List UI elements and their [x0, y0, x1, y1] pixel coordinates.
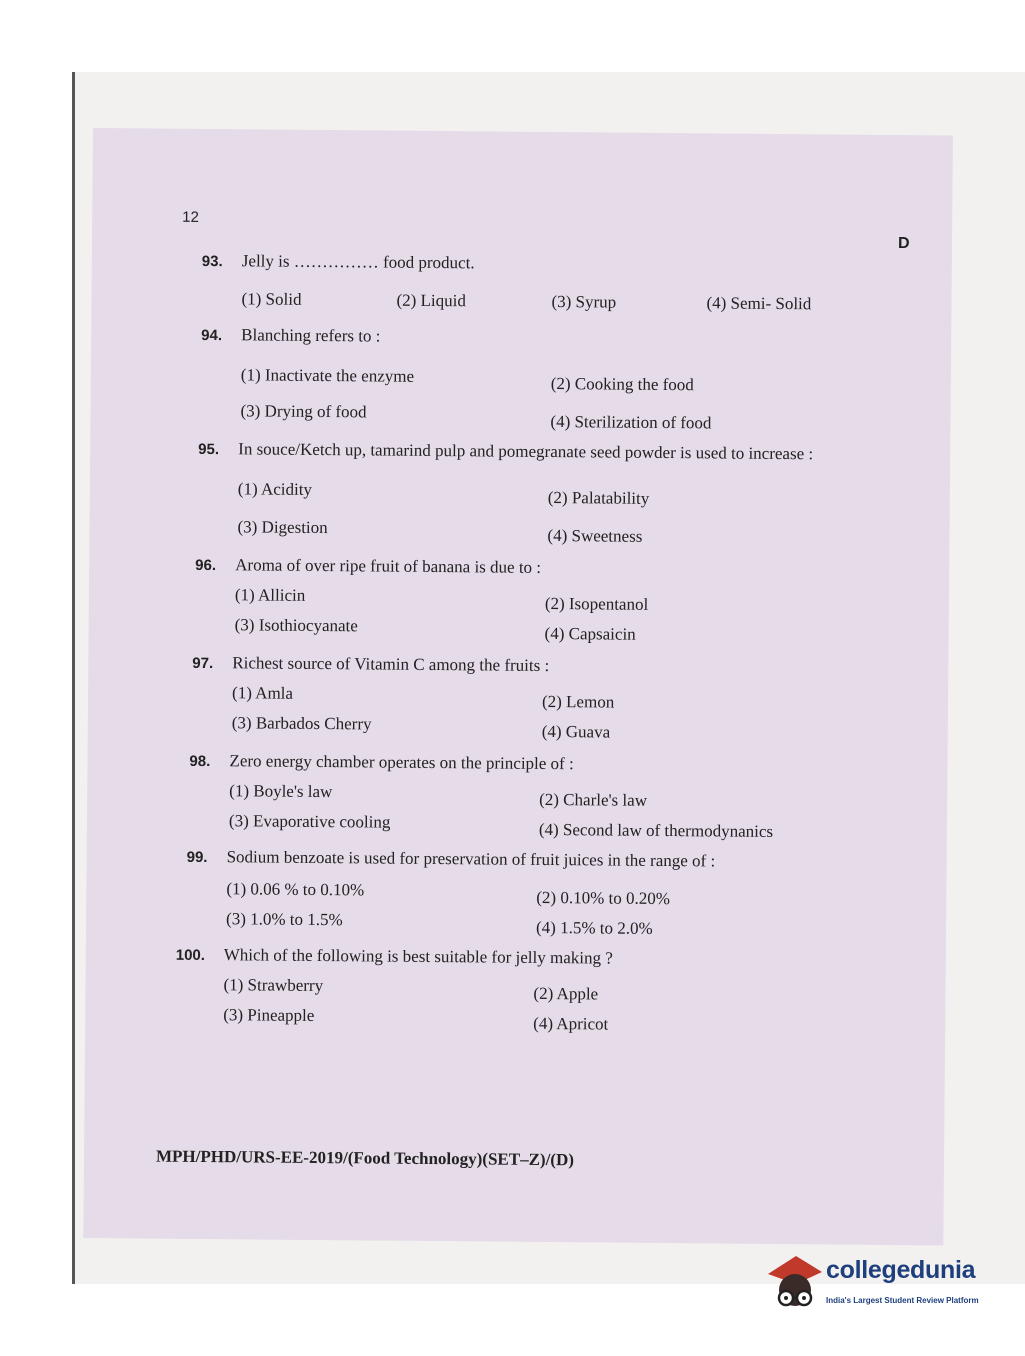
option: (2) Isopentanol: [544, 593, 649, 614]
option: (2) Apple: [533, 983, 599, 1004]
option: (4) Capsaicin: [544, 623, 636, 644]
question-number: 97.: [192, 654, 214, 673]
question-text: In souce/Ketch up, tamarind pulp and pomegranate seed powder is used to increase :: [238, 439, 814, 464]
option: (4) Guava: [541, 721, 611, 742]
option: (3) Syrup: [551, 292, 617, 312]
option: (1) Solid: [241, 289, 302, 309]
question-text: Richest source of Vitamin C among the fruits :: [232, 653, 550, 676]
option: (3) Pineapple: [223, 1005, 315, 1025]
question-text: Blanching refers to :: [241, 325, 381, 346]
option: (4) Sweetness: [547, 525, 643, 546]
question-number: 98.: [189, 752, 211, 771]
option: (2) Palatability: [547, 487, 650, 508]
question-number: 95.: [198, 440, 220, 459]
question-number: 99.: [186, 848, 208, 867]
scan-edge: [72, 72, 75, 1284]
option: (3) 1.0% to 1.5%: [226, 909, 343, 930]
question-number: 94.: [201, 326, 223, 345]
paper-code-footer: MPH/PHD/URS-EE-2019/(Food Technology)(SET–Z)/(D): [155, 1146, 575, 1170]
question-text: Which of the following is best suitable for jelly making ?: [223, 945, 613, 968]
option: (1) Inactivate the enzyme: [240, 365, 415, 386]
option: (3) Barbados Cherry: [231, 713, 372, 734]
brand-tagline: India's Largest Student Review Platform: [826, 1296, 979, 1305]
option: (4) Semi- Solid: [706, 293, 812, 314]
option: (4) 1.5% to 2.0%: [535, 917, 653, 938]
option: (4) Second law of thermodynanics: [538, 819, 774, 841]
option: (1) Acidity: [237, 479, 313, 499]
question-number: 96.: [195, 556, 217, 575]
option: (2) Charle's law: [539, 789, 648, 810]
mascot-icon: [766, 1250, 824, 1320]
option: (2) Lemon: [541, 691, 615, 712]
option: (4) Apricot: [533, 1013, 609, 1034]
option: (1) Strawberry: [223, 975, 324, 996]
option: (1) Amla: [231, 683, 294, 703]
question-text: Sodium benzoate is used for preservation of fruit juices in the range of :: [226, 847, 716, 871]
question-number: 100.: [175, 946, 206, 965]
brand-name: collegedunia: [826, 1256, 976, 1284]
option: (2) 0.10% to 0.20%: [536, 887, 671, 909]
collegedunia-logo[interactable]: [766, 1250, 996, 1320]
question-text: Aroma of over ripe fruit of banana is due to :: [235, 555, 542, 577]
option: (3) Evaporative cooling: [228, 811, 391, 832]
option: (3) Isothiocyanate: [234, 615, 358, 636]
question-number: 93.: [201, 252, 223, 271]
exam-page: [83, 128, 953, 1245]
set-letter: D: [897, 235, 910, 253]
question-text: Zero energy chamber operates on the principle of :: [229, 751, 574, 774]
option: (3) Drying of food: [240, 401, 367, 422]
page-number: 12: [182, 208, 199, 226]
option: (1) Allicin: [234, 585, 306, 605]
option: (2) Cooking the food: [550, 374, 694, 395]
option: (1) Boyle's law: [229, 781, 333, 802]
option: (4) Sterilization of food: [550, 412, 712, 433]
option: (3) Digestion: [237, 517, 328, 538]
option: (2) Liquid: [396, 290, 466, 311]
question-text: Jelly is …………… food product.: [241, 251, 475, 273]
option: (1) 0.06 % to 0.10%: [226, 879, 365, 900]
